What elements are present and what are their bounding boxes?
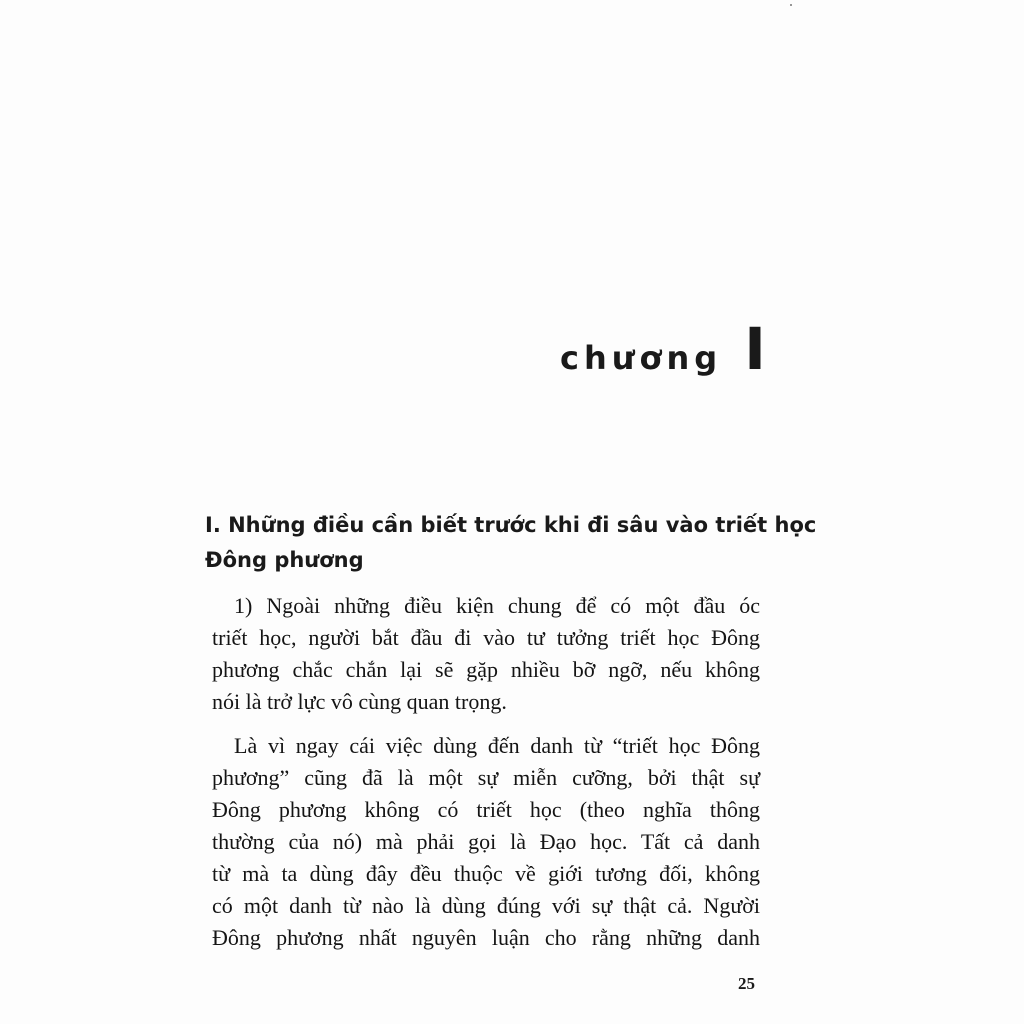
text-line: Là vì ngay cái việc dùng đến danh từ “triết học Đông [234,733,760,758]
text-line: Đông phương không có triết học (theo nghĩa thông [212,797,760,822]
text-line: phương” cũng đã là một sự miễn cưỡng, bởi thật sự [212,765,760,790]
chapter-number: I [744,315,766,383]
text-line: có một danh từ nào là dùng đúng với sự thật cả. Người [212,893,760,918]
chapter-heading [560,315,766,383]
section-title-line: I. Những điều cần biết trước khi đi sâu vào triết học [205,513,817,537]
text-line: nói là trở lực vô cùng quan trọng. [212,689,507,714]
text-line: triết học, người bắt đầu đi vào tư tưởng triết học Đông [212,625,760,650]
scan-speck [790,4,792,6]
text-line: thường của nó) mà phải gọi là Đạo học. Tất cả danh [212,829,760,854]
text-line: Đông phương nhất nguyên luận cho rằng những danh [212,925,760,950]
body-text [212,590,760,954]
paragraph-1 [212,590,760,718]
page-number: 25 [738,974,755,993]
text-line: từ mà ta dùng đây đều thuộc về giới tương đối, không [212,861,760,886]
text-line: phương chắc chắn lại sẽ gặp nhiều bỡ ngỡ, nếu không [212,657,760,682]
chapter-word: chương [560,339,723,377]
paragraph-gap [212,718,760,730]
section-title [205,508,817,578]
section-title-line: Đông phương [205,548,364,572]
text-line: 1) Ngoài những điều kiện chung để có một đầu óc [234,593,760,618]
paragraph-2 [212,730,760,954]
